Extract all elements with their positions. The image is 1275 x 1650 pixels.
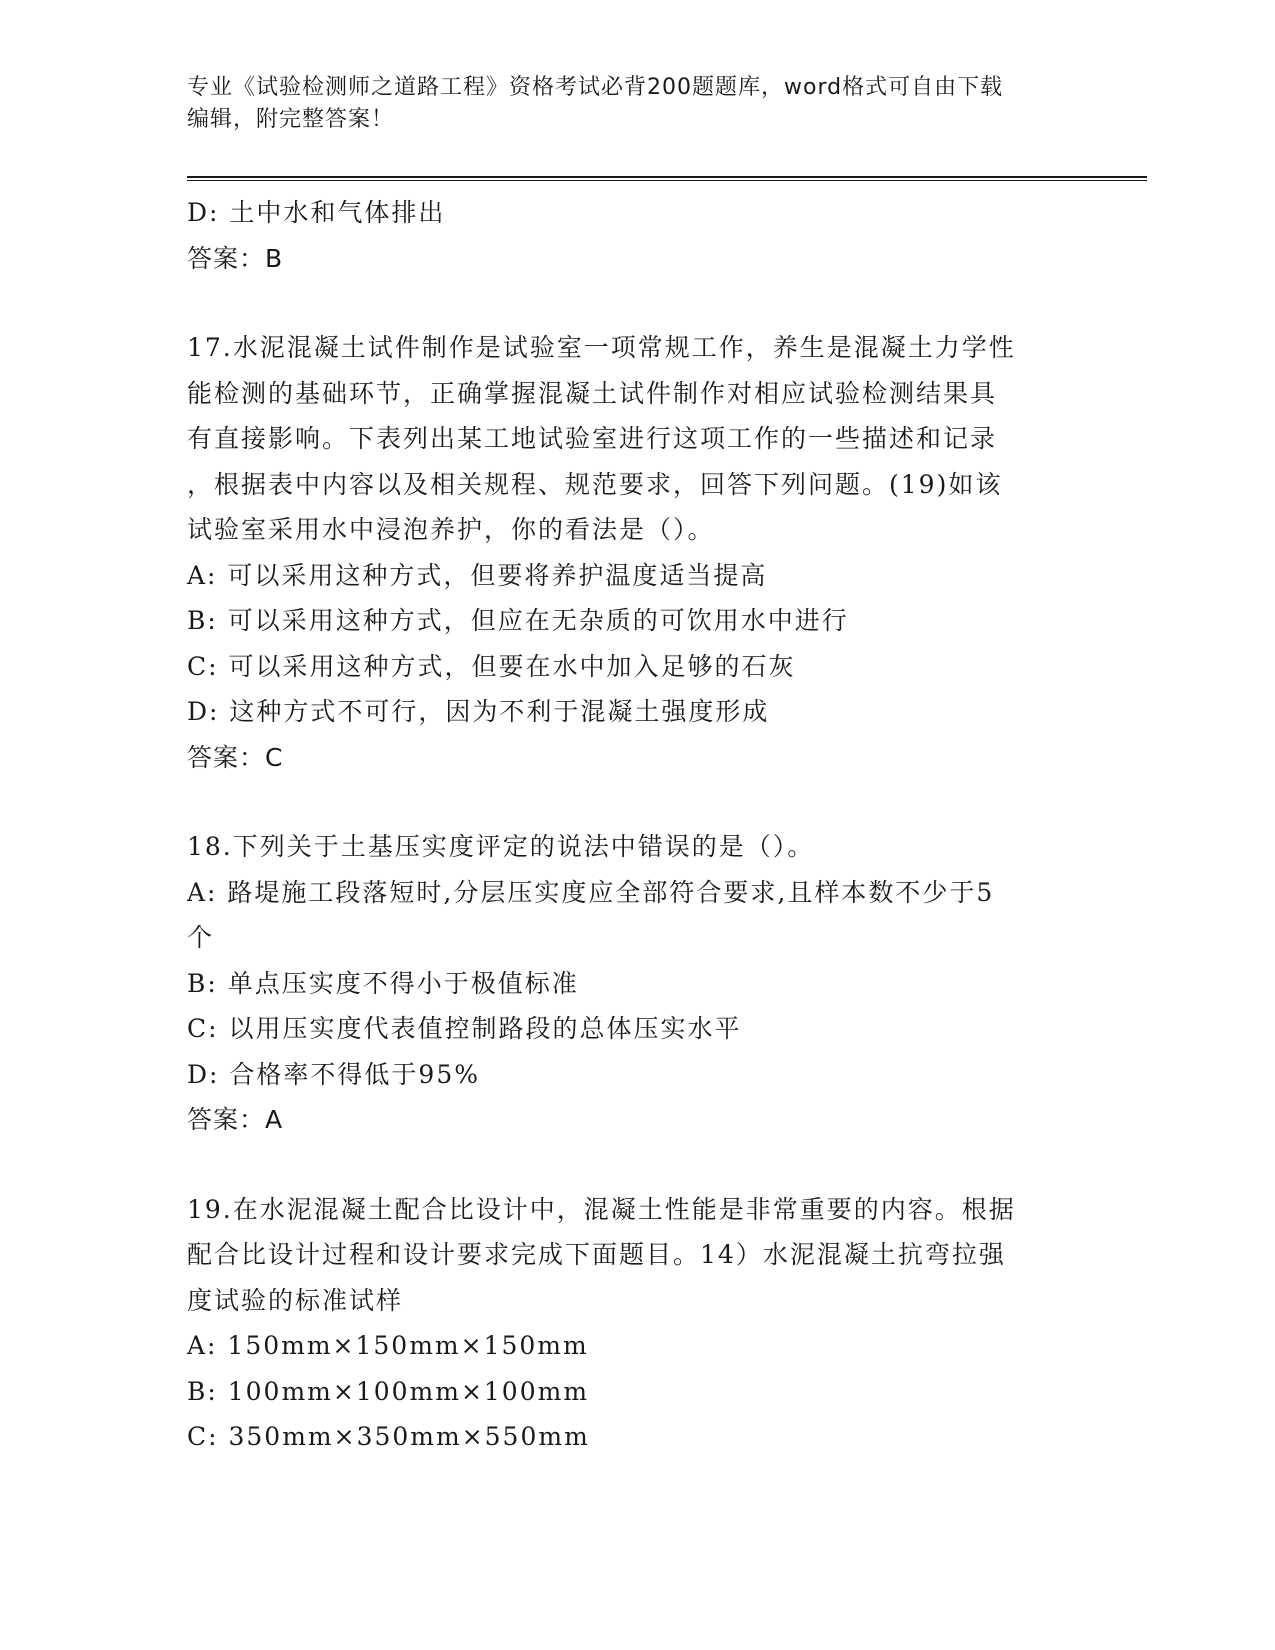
- question-stem-line: 17.水泥混凝土试件制作是试验室一项常规工作，养生是混凝土力学性: [187, 333, 1016, 362]
- question-stem-line: 19.在水泥混凝土配合比设计中，混凝土性能是非常重要的内容。根据: [187, 1194, 1016, 1224]
- question-stem-line: ，根据表中内容以及相关规程、规范要求，回答下列问题。(19)如该: [187, 469, 1003, 499]
- header-title-line-1: 专业《试验检测师之道路工程》资格考试必背200题题库，word格式可自由下载: [187, 75, 1004, 100]
- option-a: A: 路堤施工段落短时,分层压实度应全部符合要求,且样本数不少于5: [187, 877, 995, 907]
- question-stem-line: 能检测的基础环节，正确掌握混凝土试件制作对相应试验检测结果具: [187, 378, 998, 408]
- option-c: C: 可以采用这种方式，但要在水中加入足够的石灰: [187, 651, 796, 681]
- header-divider: [187, 176, 1147, 181]
- option-d: D: 合格率不得低于95%: [187, 1059, 480, 1089]
- answer-line: 答案：C: [187, 742, 284, 772]
- option-d: D: 这种方式不可行，因为不利于混凝土强度形成: [187, 697, 770, 726]
- option-b: B: 单点压实度不得小于极值标准: [187, 968, 579, 998]
- question-19: [187, 1187, 1067, 1460]
- header-title-line-2: 编辑，附完整答案！: [187, 107, 395, 132]
- option-b: B: 可以采用这种方式，但应在无杂质的可饮用水中进行: [187, 606, 849, 635]
- option-c: C: 350mm×350mm×550mm: [187, 1422, 590, 1451]
- option-b: B: 100mm×100mm×100mm: [187, 1376, 590, 1406]
- question-stem-line: 度试验的标准试样: [187, 1285, 404, 1315]
- option-c: C: 以用压实度代表值控制路段的总体压实水平: [187, 1014, 742, 1043]
- document-body: [187, 190, 1067, 1460]
- answer-line: 答案：B: [187, 243, 284, 273]
- question-stem-line: 有直接影响。下表列出某工地试验室进行这项工作的一些描述和记录: [187, 424, 998, 453]
- option-a: A: 150mm×150mm×150mm: [187, 1331, 589, 1360]
- question-18: [187, 824, 1067, 1143]
- answer-line: 答案：A: [187, 1105, 284, 1134]
- question-stem-line: 试验室采用水中浸泡养护，你的看法是（）。: [187, 515, 715, 544]
- question-17: [187, 325, 1067, 780]
- page-header: [187, 72, 1067, 136]
- question-stem-line: 配合比设计过程和设计要求完成下面题目。14）水泥混凝土抗弯拉强: [187, 1240, 1006, 1269]
- previous-question-tail: [187, 190, 1067, 281]
- option-a: A: 可以采用这种方式，但要将养护温度适当提高: [187, 560, 768, 590]
- option-a-continued: 个: [187, 923, 215, 952]
- question-stem-line: 18.下列关于土基压实度评定的说法中错误的是（）。: [187, 832, 815, 861]
- option-d: D: 土中水和气体排出: [187, 198, 446, 227]
